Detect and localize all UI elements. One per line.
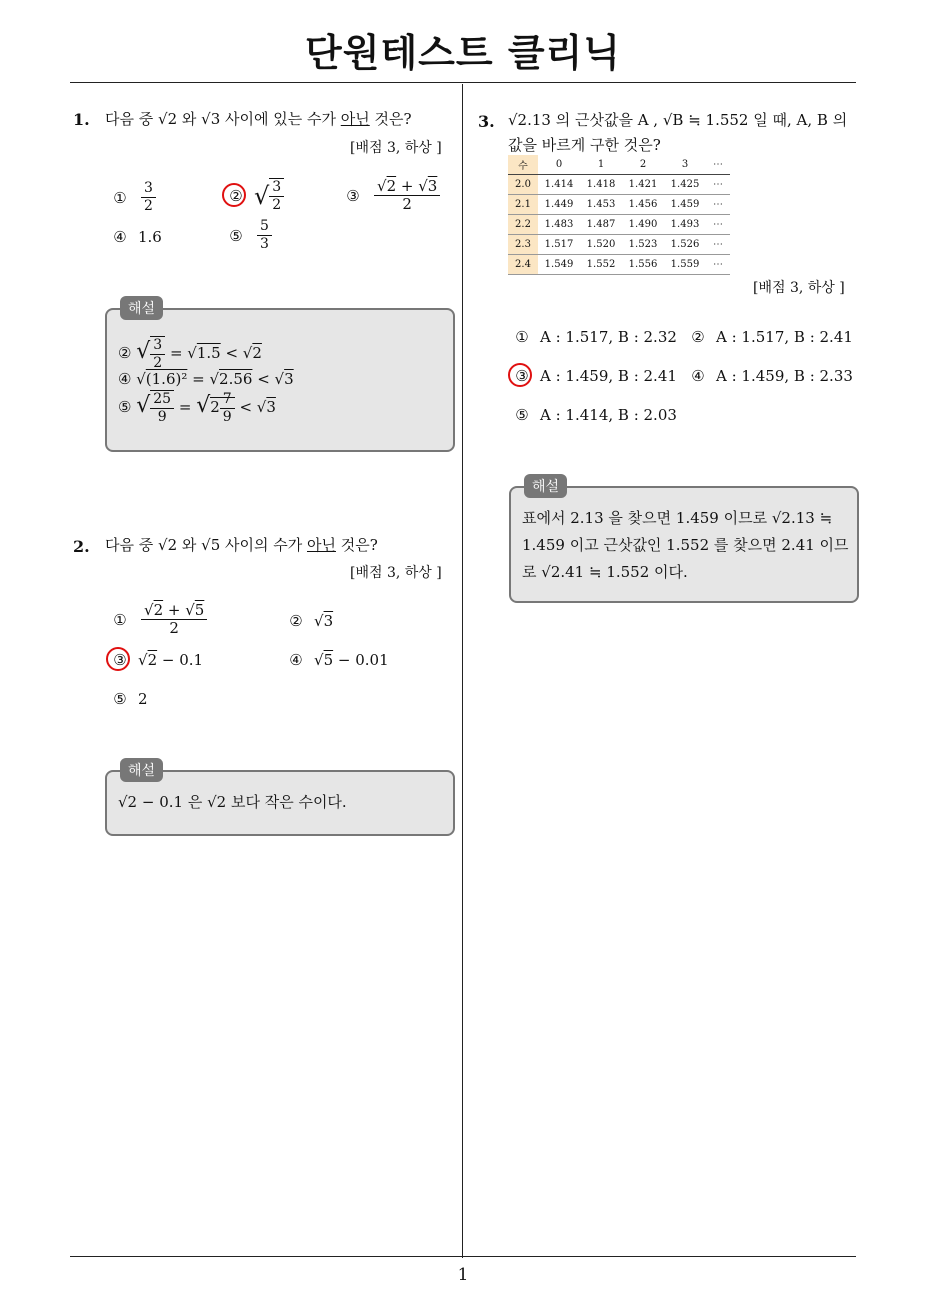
q3-option-2[interactable]: ② A : 1.517, B : 2.41 [691, 328, 853, 346]
bottom-rule [70, 1256, 856, 1257]
q3-text-line-2: 값을 바르게 구한 것은? [508, 136, 661, 154]
q3-number: 3. [478, 112, 495, 131]
q3-solution-line-3: 로 √2.41 ≒ 1.552 이다. [522, 563, 688, 581]
table-row: 2.1 1.449 1.453 1.456 1.459 ⋯ [508, 195, 730, 215]
q3-text-line-1: √2.13 의 근삿값을 A , √B ≒ 1.552 일 때, A, B 의 [508, 111, 848, 129]
q2-solution-label: 해설 [120, 758, 163, 782]
table-header-row: 수 0 1 2 3 ⋯ [508, 155, 730, 175]
q1-option-5[interactable]: ⑤ $\frac{5}{3}$ [226, 218, 275, 253]
q2-option-1[interactable]: ① $\frac{√2 + √5}{2}$ [110, 602, 210, 637]
top-rule [70, 82, 856, 83]
q2-option-2[interactable]: ② √3 [289, 612, 334, 630]
page-title: 단원테스트 클리닉 [305, 31, 621, 75]
q1-solution-line-2: ④ √(1.6)² = √2.56 < √3 [118, 370, 294, 388]
q3-table [508, 155, 730, 275]
q3-option-4[interactable]: ④ A : 1.459, B : 2.33 [691, 367, 853, 385]
q2-number: 2. [73, 537, 90, 556]
q1-solution-label: 해설 [120, 296, 163, 320]
page-number: 1 [457, 1265, 469, 1285]
q2-solution-text: √2 − 0.1 은 √2 보다 작은 수이다. [118, 793, 347, 811]
q2-option-5[interactable]: ⑤ 2 [113, 690, 148, 708]
q1-solution-line-1: ② √ $\frac{3}{2}$ = √1.5 < √2 [118, 337, 262, 371]
table-row: 2.0 1.414 1.418 1.421 1.425 ⋯ [508, 175, 730, 195]
table-row: 2.3 1.517 1.520 1.523 1.526 ⋯ [508, 235, 730, 255]
q3-solution-label: 해설 [524, 474, 567, 498]
q2-option-4[interactable]: ④ √5 − 0.01 [289, 651, 389, 669]
column-divider [462, 84, 463, 1258]
q1-option-1-value: $\frac{3}{2}$ [141, 180, 156, 215]
q3-option-1[interactable]: ① A : 1.517, B : 2.32 [515, 328, 677, 346]
answer-circle-mark: ③ [512, 367, 532, 385]
q1-points: [배점 3, 하상 ] [350, 140, 442, 156]
q3-solution-line-2: 1.459 이고 근삿값인 1.552 를 찾으면 2.41 이므 [522, 536, 849, 554]
q2-text: 다음 중 √2 와 √5 사이의 수가 아닌 것은? [105, 536, 378, 554]
q3-solution-line-1: 표에서 2.13 을 찾으면 1.459 이므로 √2.13 ≒ [522, 509, 833, 527]
answer-circle-mark: ③ [110, 651, 130, 669]
table-row: 2.4 1.549 1.552 1.556 1.559 ⋯ [508, 255, 730, 275]
q1-solution-line-3: ⑤ √ $\frac{25}{9}$ = √2 $\frac{7}{9}$ < √3 [118, 390, 276, 425]
q3-option-5[interactable]: ⑤ A : 1.414, B : 2.03 [515, 406, 677, 424]
q1-option-2[interactable]: ② √ $\frac{3}{2}$ [226, 178, 287, 214]
q1-option-3[interactable]: ③ $\frac{√2 + √3}{2}$ [343, 178, 443, 213]
q2-option-3[interactable]: ③ √2 − 0.1 [110, 651, 203, 669]
q1-text: 다음 중 √2 와 √3 사이에 있는 수가 아닌 것은? [105, 110, 412, 128]
q3-option-3[interactable]: ③ A : 1.459, B : 2.41 [512, 367, 677, 385]
q1-option-1[interactable]: ① $\frac{3}{2}$ [110, 180, 159, 215]
q1-option-4[interactable]: ④ 1.6 [113, 228, 162, 246]
q2-points: [배점 3, 하상 ] [350, 565, 442, 581]
q3-points: [배점 3, 하상 ] [753, 280, 845, 296]
q1-number: 1. [73, 110, 90, 129]
answer-circle-mark: ② [226, 187, 246, 205]
table-row: 2.2 1.483 1.487 1.490 1.493 ⋯ [508, 215, 730, 235]
